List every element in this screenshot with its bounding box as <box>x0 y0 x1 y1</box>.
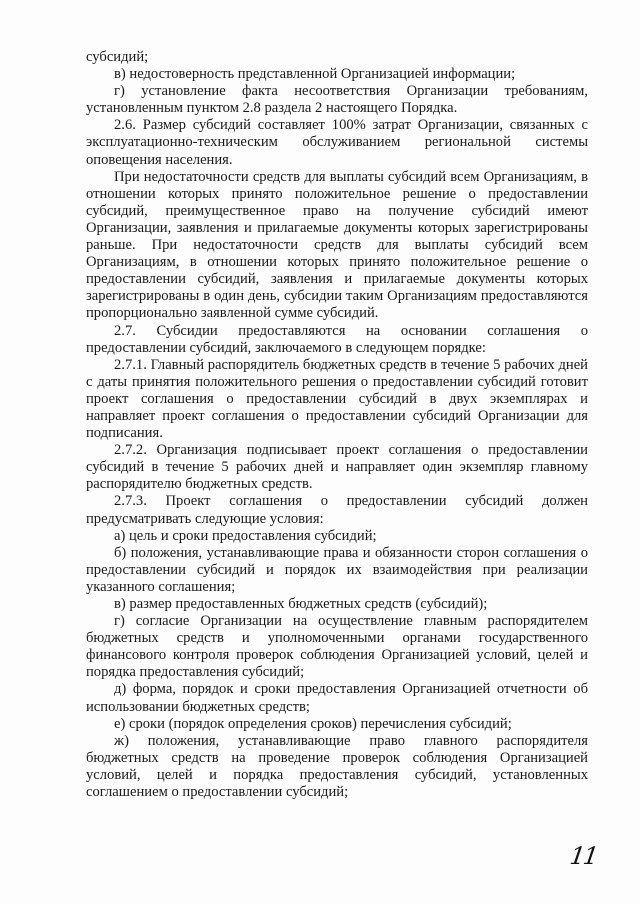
paragraph: 2.6. Размер субсидий составляет 100% затрат Организации, связанных с эксплуатационно-техническим обслуживанием региональной системы оповещения населения. <box>86 117 588 168</box>
list-item: б) положения, устанавливающие права и обязанности сторон соглашения о предоставлении субсидий и порядок их взаимодействия при реализации указанного соглашения; <box>86 544 588 595</box>
page-number: 11 <box>568 842 599 870</box>
list-item: д) форма, порядок и сроки предоставления Организацией отчетности об использовании бюджетных средств; <box>86 681 588 715</box>
list-item: е) сроки (порядок определения сроков) перечисления субсидий; <box>114 715 512 732</box>
paragraph: г) установление факта несоответствия Организации требованиям, установленным пунктом 2.8 раздела 2 настоящего Порядка. <box>86 83 588 117</box>
paragraph: 2.7.3. Проект соглашения о предоставлении субсидий должен предусматривать следующие условия: <box>86 493 588 527</box>
paragraph: 2.7.2. Организация подписывает проект соглашения о предоставлении субсидий в течение 5 рабочих дней и направляет один экземпляр главному распорядителю бюджетных средств. <box>86 442 588 493</box>
paragraph: 2.7.1. Главный распорядитель бюджетных средств в течение 5 рабочих дней с даты принятия положительного решения о предоставлении субсидий готовит проект соглашения о предоставлении субсидий в двух экземплярах и направляет проект соглашения о предоставлении субсидий Организации для подписания. <box>86 356 588 442</box>
paragraph: субсидий; <box>86 49 149 65</box>
paragraph: в) недостоверность представленной Организацией информации; <box>114 66 516 83</box>
document-body <box>86 49 588 801</box>
list-item: в) размер предоставленных бюджетных средств (субсидий); <box>114 596 488 612</box>
list-item: а) цель и сроки предоставления субсидий; <box>114 527 377 544</box>
paragraph: 2.7. Субсидии предоставляются на основании соглашения о предоставлении субсидий, заключаемого в следующем порядке: <box>86 322 588 356</box>
list-item: ж) положения, устанавливающие право главного распорядителя бюджетных средств на проведение проверок соблюдения Организацией условий, целей и порядка предоставления субсидий, установленных соглашением о предоставлении субсидий; <box>86 732 588 801</box>
paragraph: При недостаточности средств для выплаты субсидий всем Организациям, в отношении которых принято положительное решение о предоставлении субсидий, преимущественное право на получение субсидий имеют Организации, заявления и прилагаемые документы которых зарегистрированы раньше. При недостаточности средств для выплаты субсидий всем Организациям, в отношении которых принято положительное решение о предоставлении субсидий, заявления и прилагаемые документы которых зарегистрированы в один день, субсидии таким Организациям предоставляются пропорционально заявленной сумме субсидий. <box>86 168 588 322</box>
list-item: г) согласие Организации на осуществление главным распорядителем бюджетных средств и уполномоченными органами государственного финансового контроля проверок соблюдения Организацией условий, целей и порядка предоставления субсидий; <box>86 613 588 681</box>
